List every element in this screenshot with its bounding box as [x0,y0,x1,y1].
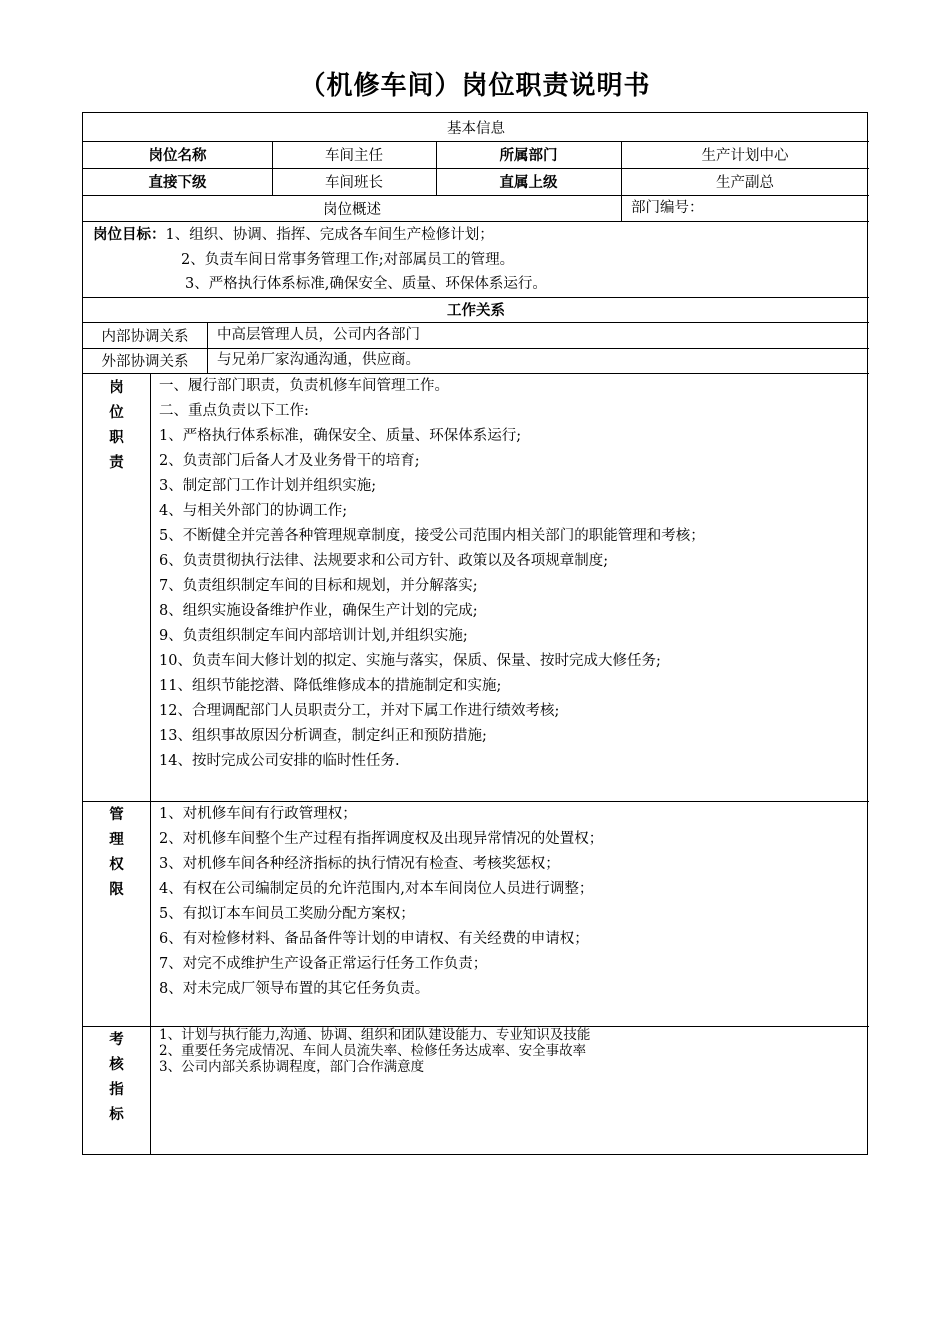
list-item: 14、按时完成公司安排的临时性任务. [159,753,400,769]
superior-label: 直属上级 [499,175,558,191]
duties-list [159,374,865,794]
work-relations-header: 工作关系 [447,303,505,319]
external-relations-label: 外部协调关系 [101,354,189,370]
authority-label-char: 理 [109,832,124,848]
authority-list [159,802,865,1022]
list-item: 6、负责贯彻执行法律、法规要求和公司方针、政策以及各项规章制度; [159,553,609,569]
assessment-label [83,1028,150,1138]
duties-label-char: 岗 [109,380,124,396]
list-item: 1、计划与执行能力,沟通、协调、组织和团队建设能力、专业知识及技能 [159,1027,591,1043]
duties-label-char: 位 [109,405,124,421]
row-divider [83,221,869,222]
goal-label: 岗位目标： [93,227,166,243]
authority-label [83,803,150,913]
assessment-label-char: 考 [109,1032,124,1048]
list-item: 10、负责车间大修计划的拟定、实施与落实，保质、保量、按时完成大修任务; [159,653,661,669]
subordinate-value: 车间班长 [325,175,383,191]
list-item: 2、对机修车间整个生产过程有指挥调度权及出现异常情况的处置权； [159,831,604,847]
position-goals [93,223,863,297]
list-item: 3、对机修车间各种经济指标的执行情况有检查、考核奖惩权； [159,856,560,872]
internal-relations-label: 内部协调关系 [101,328,189,345]
authority-label-char: 管 [109,807,124,823]
assessment-label-char: 核 [109,1057,124,1073]
department-value: 生产计划中心 [701,148,789,164]
duties-label-char: 责 [109,455,124,471]
position-name-label: 岗位名称 [148,148,207,164]
assessment-list [159,1027,865,1087]
external-relations-value: 与兄弟厂家沟通沟通，供应商。 [217,352,420,368]
list-item: 1、对机修车间有行政管理权； [159,806,357,822]
list-item: 4、与相关外部门的协调工作; [159,503,348,519]
list-item: 3、制定部门工作计划并组织实施; [159,478,377,494]
dept-code-label: 部门编号： [631,200,704,216]
col-divider [207,322,208,373]
list-item: 9、负责组织制定车间内部培训计划,并组织实施; [159,628,468,644]
list-item: 8、组织实施设备维护作业，确保生产计划的完成; [159,603,478,619]
list-item: 7、对完不成维护生产设备正常运行任务工作负责； [159,956,488,972]
list-item: 5、有拟订本车间员工奖励分配方案权； [159,906,415,922]
list-item: 12、合理调配部门人员职责分工，并对下属工作进行绩效考核; [159,703,560,719]
assessment-label-char: 指 [109,1082,124,1098]
list-item: 6、有对检修材料、备品备件等计划的申请权、有关经费的申请权； [159,931,589,947]
goal-line-2: 2、负责车间日常事务管理工作;对部属员工的管理。 [181,252,515,268]
goal-line-1: 1、组织、协调、指挥、完成各车间生产检修计划； [165,227,494,243]
list-item: 2、重要任务完成情况、车间人员流失率、检修任务达成率、安全事故率 [159,1043,587,1059]
list-item: 13、组织事故原因分析调查，制定纠正和预防措施; [159,728,487,744]
basic-info-header: 基本信息 [447,120,505,137]
list-item: 一、履行部门职责，负责机修车间管理工作。 [159,378,449,394]
page-title: （机修车间）岗位职责说明书 [299,71,651,101]
list-item: 二、重点负责以下工作: [159,403,309,419]
authority-label-char: 权 [109,857,124,873]
subordinate-label: 直接下级 [148,175,207,191]
goal-line-3: 3、严格执行体系标准,确保安全、质量、环保体系运行。 [185,276,547,292]
department-label: 所属部门 [499,148,558,164]
list-item: 8、对未完成厂领导布置的其它任务负责。 [159,981,430,997]
superior-value: 生产副总 [716,175,774,191]
job-description-table [82,112,868,1155]
list-item: 5、不断健全并完善各种管理规章制度，接受公司范围内相关部门的职能管理和考核； [159,528,705,544]
list-item: 1、严格执行体系标准，确保安全、质量、环保体系运行; [159,428,522,444]
overview-label: 岗位概述 [323,201,381,218]
list-item: 7、负责组织制定车间的目标和规划，并分解落实; [159,578,478,594]
col-divider [150,373,151,1155]
list-item: 4、有权在公司编制定员的允许范围内,对本车间岗位人员进行调整； [159,881,594,897]
assessment-label-char: 标 [109,1107,124,1123]
list-item: 3、公司内部关系协调程度，部门合作满意度 [159,1059,425,1075]
duties-label [83,376,150,486]
position-name-value: 车间主任 [325,148,383,164]
internal-relations-value: 中高层管理人员，公司内各部门 [217,327,420,343]
authority-label-char: 限 [109,882,124,898]
list-item: 2、负责部门后备人才及业务骨干的培育; [159,453,420,469]
list-item: 11、组织节能挖潜、降低维修成本的措施制定和实施; [159,678,502,694]
duties-label-char: 职 [109,430,124,446]
